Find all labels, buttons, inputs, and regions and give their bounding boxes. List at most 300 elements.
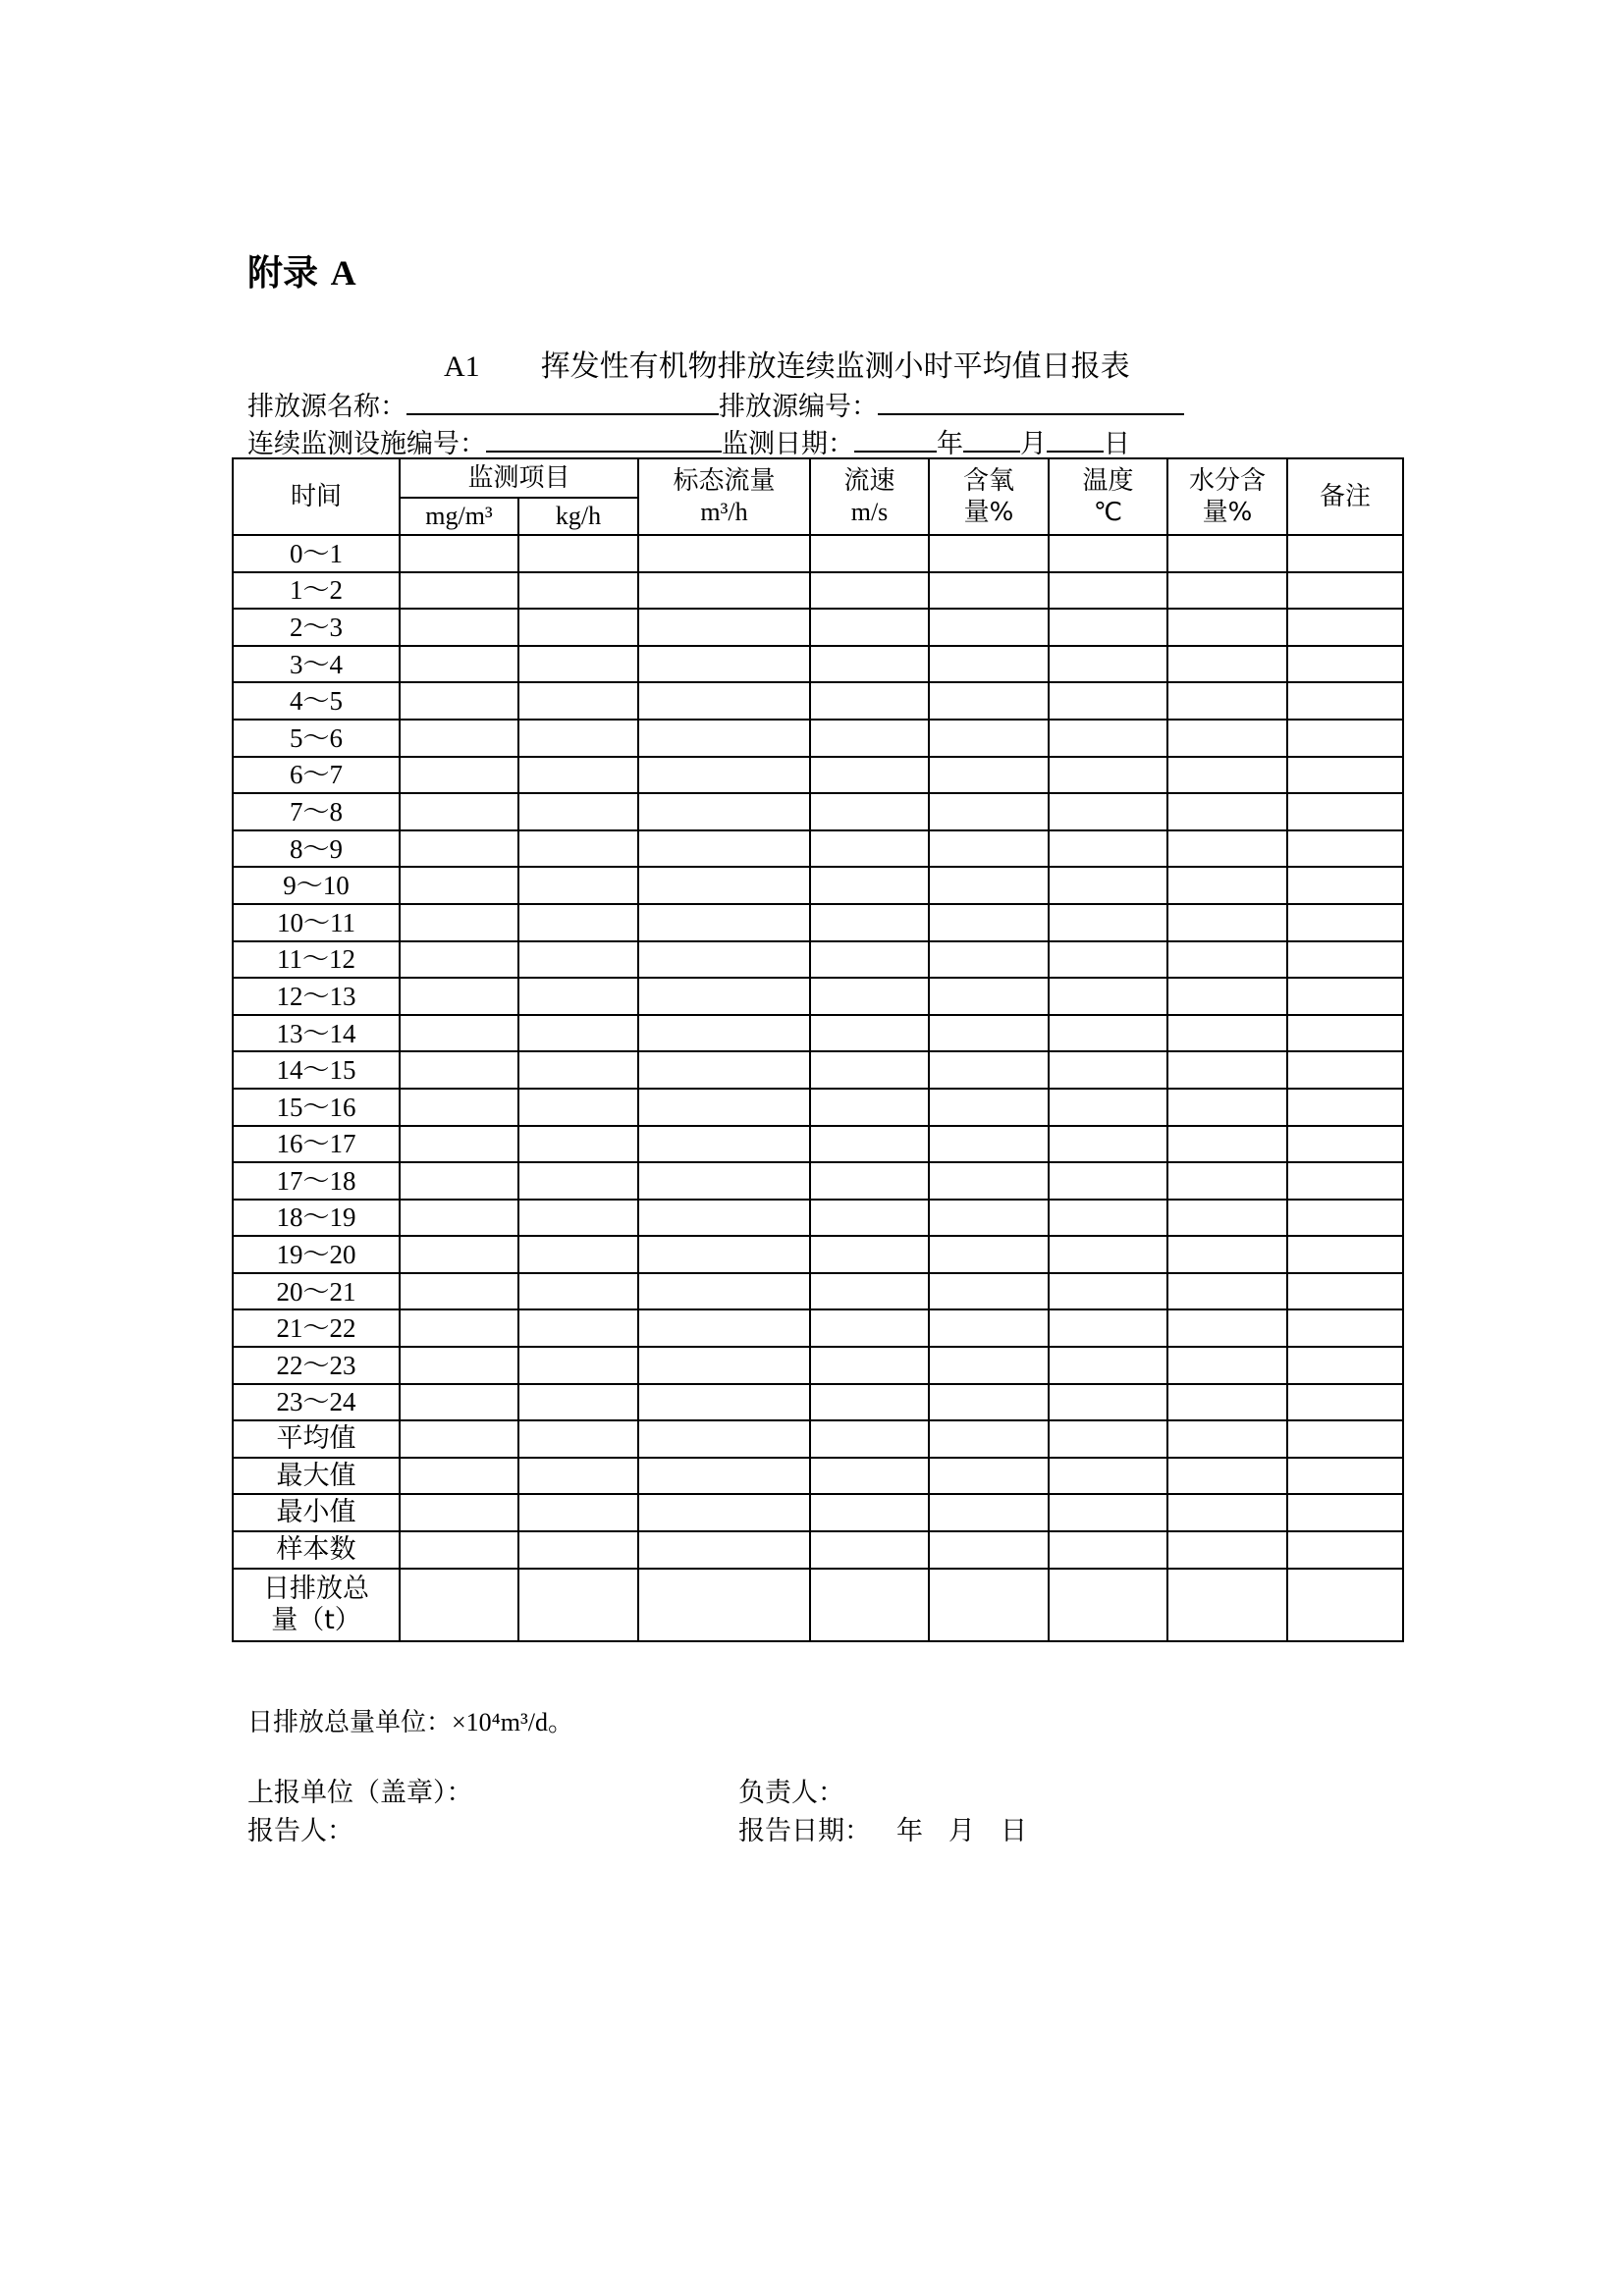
table-cell[interactable]: [1287, 1273, 1403, 1310]
table-cell[interactable]: [929, 646, 1049, 683]
table-cell[interactable]: [1287, 1089, 1403, 1126]
table-cell[interactable]: [518, 867, 638, 904]
table-cell[interactable]: [638, 1420, 810, 1458]
table-cell[interactable]: [810, 1236, 929, 1273]
hour-row: [233, 1015, 1403, 1052]
table-cell[interactable]: [929, 720, 1049, 757]
header-conc-unit: mg/m³: [400, 498, 518, 535]
header-time: 时间: [233, 458, 400, 535]
table-cell[interactable]: [518, 609, 638, 646]
hour-row: [233, 1089, 1403, 1126]
source-code-field[interactable]: [878, 392, 1184, 415]
hour-row: [233, 720, 1403, 757]
table-cell[interactable]: [1167, 757, 1287, 794]
meta-line-source: [247, 385, 1184, 423]
table-cell[interactable]: [929, 1458, 1049, 1495]
source-name-field[interactable]: [406, 392, 719, 415]
table-cell[interactable]: [1167, 1569, 1287, 1641]
table-cell[interactable]: [400, 1347, 518, 1384]
table-cell[interactable]: [1049, 572, 1167, 610]
table-cell[interactable]: [810, 1015, 929, 1052]
table-cell[interactable]: [1167, 867, 1287, 904]
table-cell[interactable]: [1049, 1273, 1167, 1310]
table-cell[interactable]: [638, 1347, 810, 1384]
table-cell[interactable]: [1287, 867, 1403, 904]
table-cell[interactable]: [1287, 1162, 1403, 1200]
table-cell[interactable]: [1049, 1569, 1167, 1641]
table-cell[interactable]: [400, 1236, 518, 1273]
table-cell[interactable]: [1049, 1051, 1167, 1089]
source-name-label: 排放源名称：: [247, 392, 406, 422]
table-cell[interactable]: [400, 682, 518, 720]
table-cell[interactable]: [810, 1347, 929, 1384]
table-cell[interactable]: [1167, 1420, 1287, 1458]
table-cell[interactable]: [518, 1531, 638, 1569]
hour-row: [233, 941, 1403, 979]
table-cell[interactable]: [1287, 830, 1403, 868]
table-cell[interactable]: [810, 646, 929, 683]
table-cell[interactable]: [1049, 1384, 1167, 1421]
table-cell[interactable]: [518, 646, 638, 683]
row-label: 7～8: [233, 793, 400, 830]
table-cell[interactable]: [638, 1015, 810, 1052]
table-cell[interactable]: [518, 1420, 638, 1458]
table-cell[interactable]: [1287, 1420, 1403, 1458]
table-cell[interactable]: [638, 1458, 810, 1495]
table-cell[interactable]: [638, 1531, 810, 1569]
table-cell[interactable]: [518, 1089, 638, 1126]
table-cell[interactable]: [638, 682, 810, 720]
table-cell[interactable]: [1049, 904, 1167, 941]
form-title: [444, 342, 1130, 385]
table-cell[interactable]: [810, 535, 929, 572]
total-label-line1: 日排放总: [263, 1573, 369, 1604]
unit-note-unit: ×10⁴m³/d。: [452, 1708, 573, 1736]
header-oxygen-line1: 含氧: [963, 466, 1015, 496]
meta-line-facility: [247, 422, 1130, 460]
report-date-label: 报告日期：: [738, 1816, 871, 1846]
table-cell[interactable]: [929, 1162, 1049, 1200]
table-cell[interactable]: [929, 830, 1049, 868]
date-month-field[interactable]: [963, 429, 1020, 453]
table-cell[interactable]: [638, 646, 810, 683]
table-cell[interactable]: [638, 757, 810, 794]
table-cell[interactable]: [1167, 1015, 1287, 1052]
table-cell[interactable]: [638, 572, 810, 610]
table-cell[interactable]: [1167, 1384, 1287, 1421]
table-cell[interactable]: [929, 1015, 1049, 1052]
table-cell[interactable]: [1049, 978, 1167, 1015]
table-cell[interactable]: [810, 572, 929, 610]
table-cell[interactable]: [1287, 1309, 1403, 1347]
table-cell[interactable]: [1287, 793, 1403, 830]
table-cell[interactable]: [1049, 1162, 1167, 1200]
table-cell[interactable]: [1287, 1458, 1403, 1495]
table-cell[interactable]: [400, 757, 518, 794]
table-cell[interactable]: [1167, 1347, 1287, 1384]
table-cell[interactable]: [929, 609, 1049, 646]
table-cell[interactable]: [400, 1273, 518, 1310]
table-cell[interactable]: [929, 867, 1049, 904]
table-cell[interactable]: [400, 1309, 518, 1347]
table-cell[interactable]: [810, 757, 929, 794]
table-cell[interactable]: [400, 1051, 518, 1089]
table-cell[interactable]: [1287, 1347, 1403, 1384]
table-cell[interactable]: [1049, 1126, 1167, 1163]
table-cell[interactable]: [638, 1089, 810, 1126]
table-cell[interactable]: [518, 757, 638, 794]
table-cell[interactable]: [1049, 793, 1167, 830]
table-cell[interactable]: [810, 830, 929, 868]
table-cell[interactable]: [929, 1347, 1049, 1384]
table-cell[interactable]: [638, 793, 810, 830]
table-cell[interactable]: [638, 535, 810, 572]
table-cell[interactable]: [518, 1200, 638, 1237]
hour-row: [233, 1273, 1403, 1310]
table-cell[interactable]: [1167, 1494, 1287, 1531]
table-cell[interactable]: [1287, 1531, 1403, 1569]
row-label: 1～2: [233, 572, 400, 610]
hour-row: [233, 830, 1403, 868]
hour-row: [233, 1200, 1403, 1237]
table-cell[interactable]: [1167, 1273, 1287, 1310]
table-cell[interactable]: [518, 1126, 638, 1163]
table-cell[interactable]: [638, 830, 810, 868]
table-cell[interactable]: [1167, 1236, 1287, 1273]
table-cell[interactable]: [929, 1200, 1049, 1237]
header-flow: [638, 458, 810, 535]
hour-row: [233, 1051, 1403, 1089]
row-label: 10～11: [233, 904, 400, 941]
table-cell[interactable]: [1049, 1200, 1167, 1237]
table-cell[interactable]: [1167, 720, 1287, 757]
table-cell[interactable]: [929, 978, 1049, 1015]
table-cell[interactable]: [400, 1384, 518, 1421]
table-cell[interactable]: [1287, 1126, 1403, 1163]
table-cell[interactable]: [1287, 572, 1403, 610]
row-label: 13～14: [233, 1015, 400, 1052]
row-label: 样本数: [233, 1531, 400, 1569]
table-cell[interactable]: [400, 646, 518, 683]
table-cell[interactable]: [518, 535, 638, 572]
table-cell[interactable]: [1049, 1458, 1167, 1495]
table-cell[interactable]: [638, 978, 810, 1015]
table-cell[interactable]: [1049, 1494, 1167, 1531]
table-cell[interactable]: [518, 978, 638, 1015]
table-cell[interactable]: [1287, 1494, 1403, 1531]
table-cell[interactable]: [518, 1384, 638, 1421]
table-cell[interactable]: [810, 978, 929, 1015]
table-cell[interactable]: [929, 1531, 1049, 1569]
table-cell[interactable]: [1049, 1347, 1167, 1384]
table-cell[interactable]: [1287, 941, 1403, 979]
table-cell[interactable]: [638, 609, 810, 646]
responsible-person: 负责人：: [738, 1778, 844, 1808]
table-cell[interactable]: [518, 1347, 638, 1384]
table-cell[interactable]: [810, 1200, 929, 1237]
table-cell[interactable]: [638, 1200, 810, 1237]
table-cell[interactable]: [638, 1569, 810, 1641]
date-month-label: 月: [1020, 429, 1047, 459]
table-cell[interactable]: [400, 1569, 518, 1641]
header-moisture-line1: 水分含: [1189, 466, 1267, 496]
date-year-label: 年: [937, 429, 963, 459]
table-cell[interactable]: [1287, 1051, 1403, 1089]
table-cell[interactable]: [1167, 1089, 1287, 1126]
table-cell[interactable]: [810, 1531, 929, 1569]
table-cell[interactable]: [1287, 1200, 1403, 1237]
header-row-1: [233, 458, 1403, 498]
table-cell[interactable]: [929, 535, 1049, 572]
table-cell[interactable]: [1049, 867, 1167, 904]
table-cell[interactable]: [1049, 1236, 1167, 1273]
table-cell[interactable]: [1287, 535, 1403, 572]
report-unit-stamp: 上报单位（盖章）：: [247, 1778, 473, 1808]
table-cell[interactable]: [929, 793, 1049, 830]
table-cell[interactable]: [1167, 1200, 1287, 1237]
table-cell[interactable]: [810, 1569, 929, 1641]
table-cell[interactable]: [1049, 1420, 1167, 1458]
hour-row: [233, 1384, 1403, 1421]
table-cell[interactable]: [1167, 572, 1287, 610]
table-cell[interactable]: [929, 1273, 1049, 1310]
table-cell[interactable]: [1287, 1384, 1403, 1421]
form-number: A1: [444, 350, 480, 383]
table-cell[interactable]: [518, 1051, 638, 1089]
unit-note-prefix: 日排放总量单位：: [247, 1708, 453, 1737]
table-cell[interactable]: [810, 720, 929, 757]
table-cell[interactable]: [929, 1089, 1049, 1126]
table-cell[interactable]: [400, 1200, 518, 1237]
table-cell[interactable]: [1287, 978, 1403, 1015]
table-cell[interactable]: [810, 1458, 929, 1495]
table-cell[interactable]: [810, 1162, 929, 1200]
row-label: 9～10: [233, 867, 400, 904]
table-cell[interactable]: [518, 572, 638, 610]
hour-row: [233, 1126, 1403, 1163]
table-cell[interactable]: [929, 1420, 1049, 1458]
table-cell[interactable]: [638, 1162, 810, 1200]
table-cell[interactable]: [1287, 904, 1403, 941]
table-cell[interactable]: [1049, 1309, 1167, 1347]
table-cell[interactable]: [1287, 682, 1403, 720]
table-cell[interactable]: [638, 1236, 810, 1273]
table-cell[interactable]: [1287, 1015, 1403, 1052]
table-cell[interactable]: [929, 1309, 1049, 1347]
table-cell[interactable]: [400, 1089, 518, 1126]
table-cell[interactable]: [400, 1162, 518, 1200]
hour-row: [233, 572, 1403, 610]
row-label: 5～6: [233, 720, 400, 757]
row-label: 最小值: [233, 1494, 400, 1531]
table-cell[interactable]: [1167, 1126, 1287, 1163]
table-cell[interactable]: [810, 609, 929, 646]
table-cell[interactable]: [400, 1531, 518, 1569]
hour-row: [233, 757, 1403, 794]
table-cell[interactable]: [1049, 646, 1167, 683]
hour-row: [233, 646, 1403, 683]
table-cell[interactable]: [518, 1015, 638, 1052]
table-cell[interactable]: [400, 941, 518, 979]
total-row: [233, 1569, 1403, 1641]
table-cell[interactable]: [929, 682, 1049, 720]
form-title-text: 挥发性有机物排放连续监测小时平均值日报表: [540, 349, 1130, 384]
table-cell[interactable]: [1049, 682, 1167, 720]
table-cell[interactable]: [638, 1494, 810, 1531]
table-cell[interactable]: [638, 1051, 810, 1089]
table-cell[interactable]: [638, 1126, 810, 1163]
table-cell[interactable]: [810, 1089, 929, 1126]
table-cell[interactable]: [1287, 609, 1403, 646]
report-date-year: 年: [896, 1816, 923, 1846]
table-cell[interactable]: [400, 609, 518, 646]
table-cell[interactable]: [810, 867, 929, 904]
table-cell[interactable]: [1049, 757, 1167, 794]
monitor-date-label: 监测日期：: [722, 429, 854, 459]
date-day-field[interactable]: [1047, 429, 1104, 453]
table-cell[interactable]: [810, 1384, 929, 1421]
table-cell[interactable]: [400, 830, 518, 868]
table-cell[interactable]: [400, 1420, 518, 1458]
summary-row: [233, 1494, 1403, 1531]
header-flow-title: 标态流量: [673, 466, 776, 496]
table-cell[interactable]: [518, 682, 638, 720]
table-cell[interactable]: [518, 1309, 638, 1347]
header-temperature-title: 温度: [1082, 466, 1134, 496]
table-cell[interactable]: [638, 1384, 810, 1421]
table-cell[interactable]: [518, 830, 638, 868]
hour-row: [233, 682, 1403, 720]
table-cell[interactable]: [1049, 720, 1167, 757]
table-cell[interactable]: [1287, 757, 1403, 794]
table-cell[interactable]: [810, 1273, 929, 1310]
table-cell[interactable]: [929, 941, 1049, 979]
table-cell[interactable]: [1167, 1531, 1287, 1569]
table-cell[interactable]: [638, 1309, 810, 1347]
table-cell[interactable]: [518, 1273, 638, 1310]
table-cell[interactable]: [400, 1126, 518, 1163]
header-monitor-item: 监测项目: [400, 458, 638, 498]
table-cell[interactable]: [400, 1494, 518, 1531]
table-cell[interactable]: [518, 1458, 638, 1495]
table-cell[interactable]: [810, 793, 929, 830]
table-cell[interactable]: [810, 904, 929, 941]
table-cell[interactable]: [929, 1051, 1049, 1089]
table-cell[interactable]: [1167, 646, 1287, 683]
table-cell[interactable]: [810, 1494, 929, 1531]
table-cell[interactable]: [1167, 682, 1287, 720]
table-cell[interactable]: [518, 941, 638, 979]
table-cell[interactable]: [518, 793, 638, 830]
table-cell[interactable]: [929, 904, 1049, 941]
table-cell[interactable]: [518, 1236, 638, 1273]
row-label: 8～9: [233, 830, 400, 868]
table-cell[interactable]: [1049, 1089, 1167, 1126]
table-cell[interactable]: [929, 757, 1049, 794]
table-cell[interactable]: [810, 1420, 929, 1458]
header-temperature-unit: ℃: [1093, 498, 1123, 527]
table-cell[interactable]: [518, 720, 638, 757]
table-cell[interactable]: [1049, 941, 1167, 979]
table-cell[interactable]: [929, 1569, 1049, 1641]
header-speed-title: 流速: [843, 466, 895, 496]
table-cell[interactable]: [1167, 830, 1287, 868]
table-cell[interactable]: [1049, 830, 1167, 868]
table-cell[interactable]: [1287, 720, 1403, 757]
table-cell[interactable]: [400, 867, 518, 904]
table-cell[interactable]: [929, 1126, 1049, 1163]
table-cell[interactable]: [1049, 1015, 1167, 1052]
table-cell[interactable]: [1167, 535, 1287, 572]
table-cell[interactable]: [810, 1309, 929, 1347]
total-label-line2: 量（t）: [271, 1604, 361, 1635]
table-cell[interactable]: [1287, 1569, 1403, 1641]
hour-row: [233, 904, 1403, 941]
table-cell[interactable]: [810, 1051, 929, 1089]
table-cell[interactable]: [518, 904, 638, 941]
table-cell[interactable]: [1167, 904, 1287, 941]
table-cell[interactable]: [518, 1569, 638, 1641]
table-cell[interactable]: [638, 867, 810, 904]
table-cell[interactable]: [1049, 1531, 1167, 1569]
table-cell[interactable]: [1167, 978, 1287, 1015]
table-cell[interactable]: [400, 572, 518, 610]
table-cell[interactable]: [638, 1273, 810, 1310]
table-cell[interactable]: [1287, 1236, 1403, 1273]
table-cell[interactable]: [1167, 793, 1287, 830]
table-cell[interactable]: [929, 1384, 1049, 1421]
table-cell[interactable]: [1167, 1051, 1287, 1089]
table-cell[interactable]: [929, 1236, 1049, 1273]
table-cell[interactable]: [929, 572, 1049, 610]
table-cell[interactable]: [400, 1015, 518, 1052]
table-cell[interactable]: [1167, 1309, 1287, 1347]
table-cell[interactable]: [400, 535, 518, 572]
date-year-field[interactable]: [854, 429, 937, 453]
table-cell[interactable]: [400, 793, 518, 830]
appendix-title: [247, 245, 356, 295]
table-cell[interactable]: [638, 720, 810, 757]
table-cell[interactable]: [400, 720, 518, 757]
table-cell[interactable]: [1167, 941, 1287, 979]
table-cell[interactable]: [638, 941, 810, 979]
table-cell[interactable]: [1049, 609, 1167, 646]
table-cell[interactable]: [1167, 1162, 1287, 1200]
row-label: 平均值: [233, 1420, 400, 1458]
unit-note: [247, 1702, 573, 1738]
hour-row: [233, 1162, 1403, 1200]
table-cell[interactable]: [400, 904, 518, 941]
row-label: 14～15: [233, 1051, 400, 1089]
table-cell[interactable]: [400, 1458, 518, 1495]
table-cell[interactable]: [518, 1162, 638, 1200]
facility-code-label: 连续监测设施编号：: [247, 429, 486, 459]
table-cell[interactable]: [638, 904, 810, 941]
table-cell[interactable]: [1167, 609, 1287, 646]
table-cell[interactable]: [929, 1494, 1049, 1531]
table-cell[interactable]: [518, 1494, 638, 1531]
hour-row: [233, 609, 1403, 646]
table-cell[interactable]: [1167, 1458, 1287, 1495]
table-cell[interactable]: [810, 1126, 929, 1163]
facility-code-field[interactable]: [486, 429, 722, 453]
table-cell[interactable]: [1049, 535, 1167, 572]
table-cell[interactable]: [810, 941, 929, 979]
table-cell[interactable]: [1287, 646, 1403, 683]
row-label: 22～23: [233, 1347, 400, 1384]
table-cell[interactable]: [400, 978, 518, 1015]
table-cell[interactable]: [810, 682, 929, 720]
